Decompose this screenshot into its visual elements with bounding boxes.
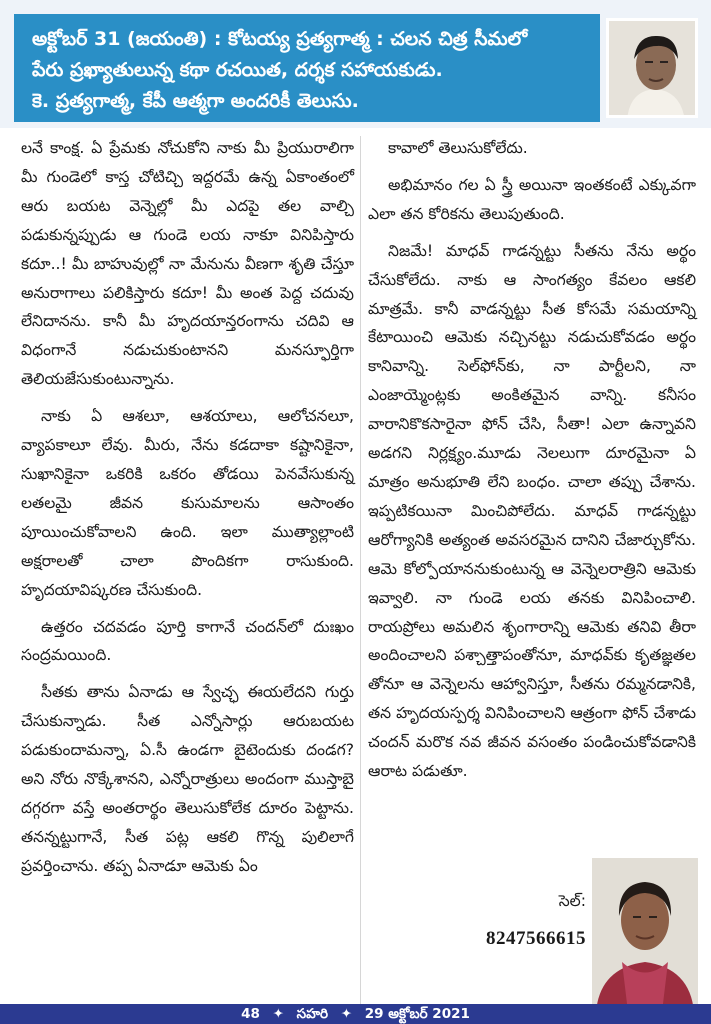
author-portrait-photo (592, 858, 698, 1012)
separator-icon: ✦ (272, 1006, 284, 1022)
separator-icon: ✦ (340, 1006, 353, 1022)
paragraph: సీతకు తాను ఏనాడు ఆ స్వేచ్ఛ ఈయలేదని గుర్తు చేసుకున్నాడు. సీత ఎన్నోసార్లు ఆరుబయట పడుకుందామన్నా, ఏ.సీ ఉండగా బైటెందుకు దండగ? అని నోరు నొక్కేశానని, ఎన్నోరాత్రులు అందంగా ముస్తాబై దగ్గరగా వస్తే అంతరార్థం తెలుసుకోలేక దూరం పెట్టాను. తనన్నట్టుగానే, సీత పట్ల ఆకలి గొన్న పులిలాగే ప్రవర్తించాను. తప్ప ఏనాడూ ఆమెకు ఏం (21, 683, 354, 875)
author-contact (466, 892, 586, 950)
page-footer (0, 1004, 711, 1024)
cell-number: 8247566615 (486, 928, 586, 949)
cell-label: సెల్: (558, 892, 586, 910)
article-column-left (21, 134, 354, 889)
issue-date: 29 అక్టోబర్ 2021 (364, 1006, 470, 1022)
article-header (0, 0, 711, 128)
header-line-2: పేరు ప్రఖ్యాతులున్న కథా రచయిత, దర్శక సహాయకుడు. (32, 59, 443, 81)
paragraph: కావాలో తెలుసుకోలేదు. (388, 139, 528, 157)
article-column-right (368, 134, 696, 794)
paragraph: నిజమే! మాధవ్ గాడన్నట్టు సీతను నేను అర్థం చేసుకోలేదు. నాకు ఆ సాంగత్యం కేవలం ఆకలి మాత్రమే. కానీ వాడన్నట్టు సీత కోసమే సమయాన్ని కేటాయించి ఆమెకు నచ్చినట్టు నడుచుకోవడం అర్థం కానివాన్ని. సెల్‌ఫోన్‌కు, నా పార్టీలని, నా ఎంజాయ్మెంట్లకు అంకితమైన వాన్ని. కనీసం వారానికొకసారైనా ఫోన్ చేసి, సీతా! ఎలా ఉన్నావని అడగని నిర్లక్ష్యం.మూడు నెలలుగా దూరమైనా ఏ మాత్రం అనుభూతి లేని బంధం. చాలా తప్పు చేశాను. ఇప్పటికయినా మించిపోలేదు. మాధవ్ గాడన్నట్టు ఆరోగ్యానికి అత్యంత అవసరమైన దానిని చేజార్చుకోను. ఆమె కోల్పోయాననుకుంటున్న ఆ వెన్నెలరాత్రిని ఆమెకు ఇవ్వాలి. నా గుండె లయ తనకు వినిపించాలి. రాయప్రోలు అమలిన శృంగారాన్ని ఆమెకు తనివి తీరా అందించాలని పశ్చాత్తాపంతోనూ, మాధవ్‌కు కృతజ్ఞతల తోనూ ఆ వెన్నెలను ఆహ్వానిస్తూ, సీతను రమ్మనడానికి, తన హృదయస్పర్శ వినిపించాలని ఆత్రంగా ఫోన్ చేశాడు చందన్ మరొక నవ జీవన వసంతం పండించుకోవడానికి ఆరాట పడుతూ. (368, 241, 696, 781)
header-banner (14, 14, 600, 122)
header-line-3: కె. ప్రత్యగాత్మ, కేపీ ఆత్మగా అందరికీ తెలుసు. (32, 90, 359, 112)
paragraph: లనే కాంక్ష. ఏ ప్రేమకు నోచుకోని నాకు మీ ప్రియురాలిగా మీ గుండెలో కాస్త చోటిచ్చి ఇద్దరమే ఉన్న ఏకాంతంలో ఆరు బయట వెన్నెల్లో మీ ఎదపై తల వాల్చి పడుకున్నప్పుడు ఆ గుండె లయ నాకూ వినిపిస్తారు కదూ..! మీ బాహువుల్లో నా మేనును వీణగా శృతి చేస్తూ అనురాగాలు పలికిస్తారు కదూ! మీ అంత పెద్ద చదువు లేనిదానను. కానీ మీ హృదయాన్తరంగాను చదివి ఆ విధంగానే నడుచుకుంటానని మనస్ఫూర్తిగా తెలియజేసుకుంటున్నాను. (21, 139, 354, 389)
column-divider (360, 136, 361, 1006)
header-line-1: అక్టోబర్ 31 (జయంతి) : కోటయ్య ప్రత్యగాత్మ : చలన చిత్ర సీమలో (32, 28, 528, 50)
paragraph: అభిమానం గల ఏ స్త్రీ అయినా ఇంతకంటే ఎక్కువగా ఎలా తన కోరికను తెలుపుతుంది. (368, 175, 696, 223)
paragraph: నాకు ఏ ఆశలూ, ఆశయాలు, ఆలోచనలూ, వ్యాపకాలూ లేవు. మీరు, నేను కడదాకా కష్టానికైనా, సుఖానికైనా ఒకరికి ఒకరం తోడయి పెనవేసుకున్న లతలమై జీవన కుసుమాలను ఆసాంతం పూయించుకోవాలని ఉంది. ఇలా ముత్యాల్లాంటి అక్షరాలతో చాలా పొందికగా రాసుకుంది. హృదయావిష్కరణ చేసుకుంది. (21, 407, 354, 599)
header-portrait-photo (606, 18, 698, 118)
page-number: 48 (241, 1006, 260, 1022)
paragraph: ఉత్తరం చదవడం పూర్తి కాగానే చందన్‌లో దుఃఖం సంద్రమయింది. (21, 617, 354, 665)
magazine-name: సహరి (296, 1006, 329, 1022)
